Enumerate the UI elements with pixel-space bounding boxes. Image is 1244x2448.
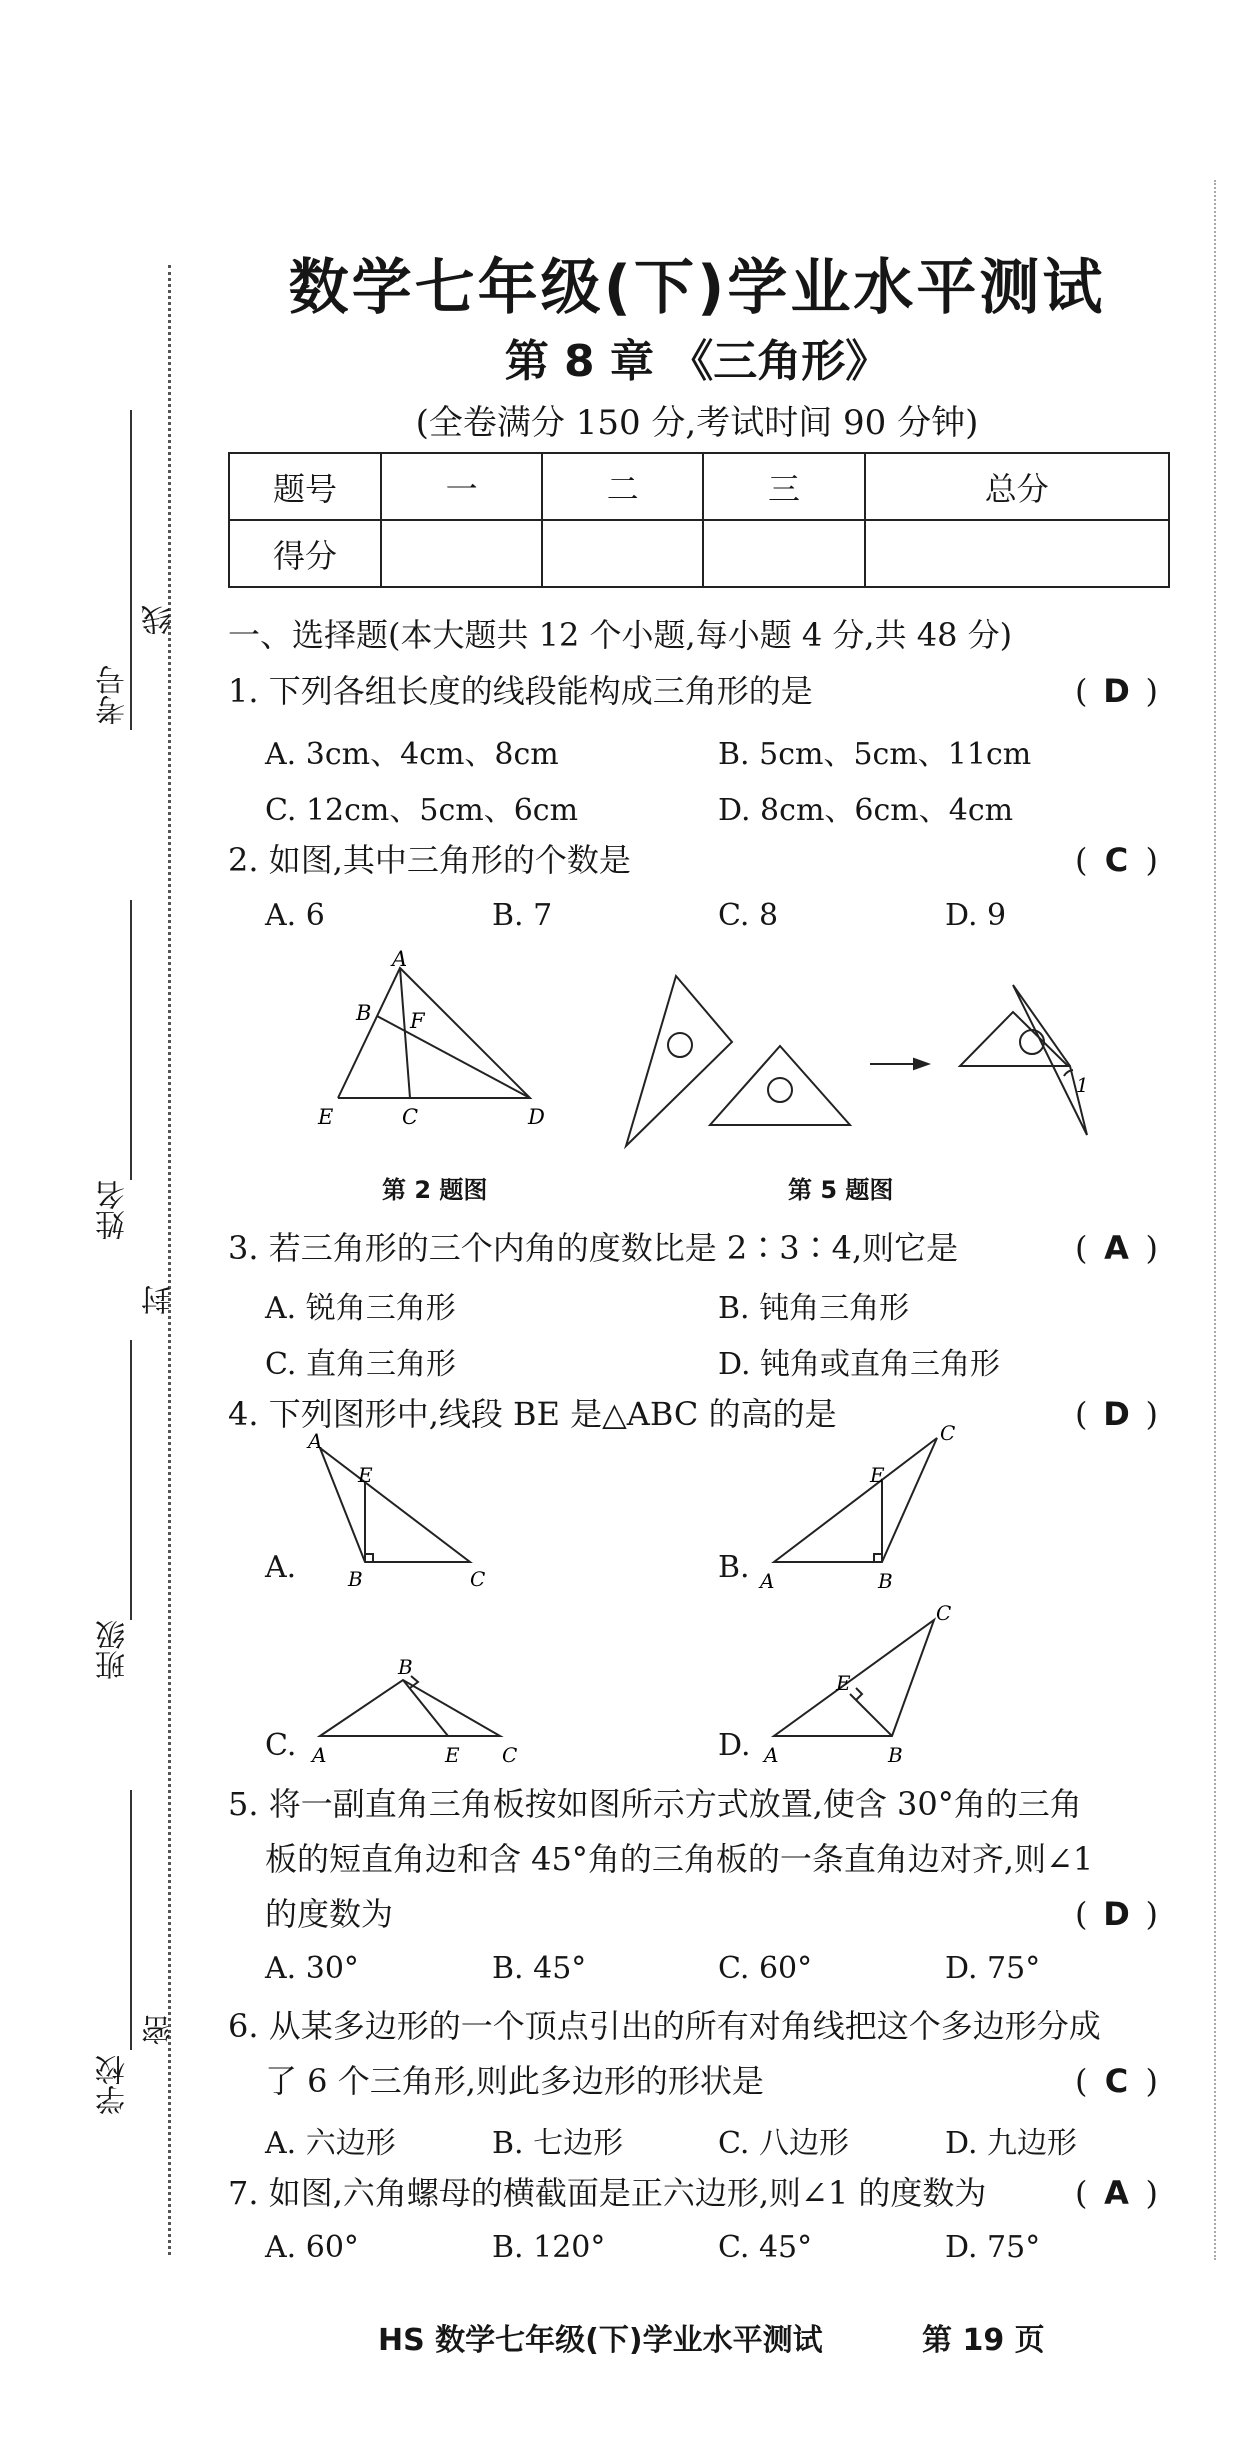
answer-letter: D [1103,672,1130,710]
question-1-answer: ( D ) [1075,672,1158,710]
figure-2-label-c: C [402,1105,419,1129]
question-1-stem: 1. 下列各组长度的线段能构成三角形的是 [228,672,813,710]
figure-4a-label-c: C [470,1567,486,1590]
question-5-option-b: B. 45° [492,1951,587,1986]
figure-2-caption: 第 2 题图 [382,1176,488,1204]
question-6-option-d: D. 九边形 [945,2126,1078,2161]
question-7-stem: 7. 如图,六角螺母的横截面是正六边形,则∠1 的度数为 [228,2174,987,2212]
score-input-cell[interactable] [381,520,542,587]
figure-4d-label-b: B [888,1743,903,1767]
name-blank [130,900,132,1180]
binding-seal-mark: 封 [142,1285,177,1315]
figure-4c-label-b: B [398,1655,413,1679]
combined-set-square-30 [1013,985,1087,1135]
question-2-stem: 2. 如图,其中三角形的个数是 [228,841,631,879]
question-3-option-b: B. 钝角三角形 [718,1291,910,1326]
figure-4b-label-a: A [760,1569,775,1590]
chapter-title: 第 8 章 《三角形》 [504,336,890,387]
set-square-45 [710,1046,850,1125]
set-square-30 [626,976,732,1146]
binding-line-mark: 线 [142,605,177,635]
answer-letter: C [1104,2062,1129,2100]
question-3-option-d: D. 钝角或直角三角形 [718,1347,1001,1382]
question-5-stem-line-1: 5. 将一副直角三角板按如图所示方式放置,使含 30°角的三角 [228,1785,1082,1823]
question-7-option-b: B. 120° [492,2230,606,2265]
figure-4b-label-e: E [870,1463,885,1487]
score-table-header-row [229,453,1169,520]
question-3-option-c: C. 直角三角形 [265,1347,456,1382]
figure-question-4-c [300,1640,530,1770]
figure-4b-label-b: B [878,1569,893,1590]
score-table-score-row [229,520,1169,587]
class-label: 班级 [96,1620,131,1680]
question-4-option-d: D. [718,1728,751,1763]
question-6-option-a: A. 六边形 [265,2126,396,2161]
figure-question-4-a [300,1430,510,1590]
question-4-option-a: A. [265,1550,297,1585]
exam-info: (全卷满分 150 分,考试时间 90 分钟) [415,403,979,443]
section-heading: 一、选择题(本大题共 12 个小题,每小题 4 分,共 48 分) [228,616,1013,654]
figure-5-caption: 第 5 题图 [788,1176,894,1204]
figure-4d-label-a: A [764,1743,779,1767]
question-2-answer: ( C ) [1075,841,1158,879]
figure-4d-label-e: E [836,1671,851,1695]
score-input-cell[interactable] [703,520,864,587]
score-table-cell: 题号 [229,453,381,520]
footer-title: HS 数学七年级(下)学业水平测试 [378,2323,823,2358]
question-6-option-b: B. 七边形 [492,2126,624,2161]
school-label: 学校 [96,2055,131,2115]
question-4-option-b: B. [718,1550,750,1585]
question-3-stem: 3. 若三角形的三个内角的度数比是 2∶3∶4,则它是 [228,1229,959,1267]
score-table-cell: 得分 [229,520,381,587]
binding-secret-mark: 密 [142,2015,177,2045]
question-7-option-d: D. 75° [945,2230,1041,2265]
question-4-answer: ( D ) [1075,1395,1158,1433]
answer-letter: D [1103,1395,1130,1433]
score-table [228,452,1170,588]
figure-2-label-e: E [318,1105,334,1129]
figure-4c-label-a: A [312,1743,327,1767]
question-3-answer: ( A ) [1075,1229,1158,1267]
question-7-option-c: C. 45° [718,2230,813,2265]
figure-4c-label-e: E [445,1743,460,1767]
question-6-answer: ( C ) [1075,2062,1158,2100]
binding-dotted-line [168,265,171,2255]
question-4-option-c: C. [265,1728,297,1763]
figure-2-outer-triangle [338,968,530,1098]
figure-2-label-f: F [410,1009,425,1033]
page-number: 第 19 页 [922,2323,1045,2358]
figure-2-label-d: D [528,1105,545,1129]
answer-letter: D [1103,1895,1130,1933]
figure-question-5 [620,970,1100,1150]
name-label: 姓名 [96,1180,131,1240]
question-7-answer: ( A ) [1075,2174,1158,2212]
figure-5-angle-label: 1 [1076,1073,1089,1097]
score-input-cell[interactable] [542,520,703,587]
question-1-option-c: C. 12cm、5cm、6cm [265,793,579,828]
binding-right-edge [1214,180,1216,2260]
figure-4a-label-a: A [308,1430,323,1453]
question-5-answer: ( D ) [1075,1895,1158,1933]
figure-4d-label-c: C [936,1601,952,1625]
question-5-stem-line-3: 的度数为 [265,1895,394,1933]
question-1-option-d: D. 8cm、6cm、4cm [718,793,1014,828]
score-table-cell: 一 [381,453,542,520]
question-7-option-a: A. 60° [265,2230,359,2265]
score-table-cell: 二 [542,453,703,520]
figure-2-label-a: A [392,950,408,971]
class-blank [130,1340,132,1620]
question-5-option-c: C. 60° [718,1951,813,1986]
figure-4a-label-b: B [348,1567,363,1590]
exam-number-label: 考号 [96,665,131,725]
question-3-option-a: A. 锐角三角形 [265,1291,456,1326]
question-1-option-b: B. 5cm、5cm、11cm [718,737,1032,772]
question-2-option-d: D. 9 [945,898,1007,933]
question-4-stem: 4. 下列图形中,线段 BE 是△ABC 的高的是 [228,1395,837,1433]
answer-letter: A [1104,1229,1129,1267]
school-blank [130,1790,132,2050]
question-5-option-d: D. 75° [945,1951,1041,1986]
score-table-cell: 总分 [865,453,1169,520]
question-6-stem-line-1: 6. 从某多边形的一个顶点引出的所有对角线把这个多边形分成 [228,2007,1101,2045]
question-2-option-b: B. 7 [492,898,553,933]
answer-letter: A [1104,2174,1129,2212]
figure-question-4-b [752,1420,962,1590]
answer-letter: C [1104,841,1129,879]
score-table-cell: 三 [703,453,864,520]
figure-4a-label-e: E [358,1463,373,1487]
question-5-stem-line-2: 板的短直角边和含 45°角的三角板的一条直角边对齐,则∠1 [265,1840,1094,1878]
question-6-stem-line-2: 了 6 个三角形,则此多边形的形状是 [265,2062,764,2100]
score-input-cell[interactable] [865,520,1169,587]
page-title: 数学七年级(下)学业水平测试 [288,253,1106,323]
figure-4c-label-c: C [502,1743,518,1767]
figure-question-2 [300,950,560,1130]
question-1-option-a: A. 3cm、4cm、8cm [265,737,559,772]
question-2-option-a: A. 6 [265,898,325,933]
question-2-option-c: C. 8 [718,898,779,933]
question-6-option-c: C. 八边形 [718,2126,849,2161]
figure-question-4-d [752,1600,962,1770]
figure-4b-label-c: C [940,1421,956,1445]
figure-2-label-b: B [356,1001,372,1025]
question-5-option-a: A. 30° [265,1951,359,1986]
